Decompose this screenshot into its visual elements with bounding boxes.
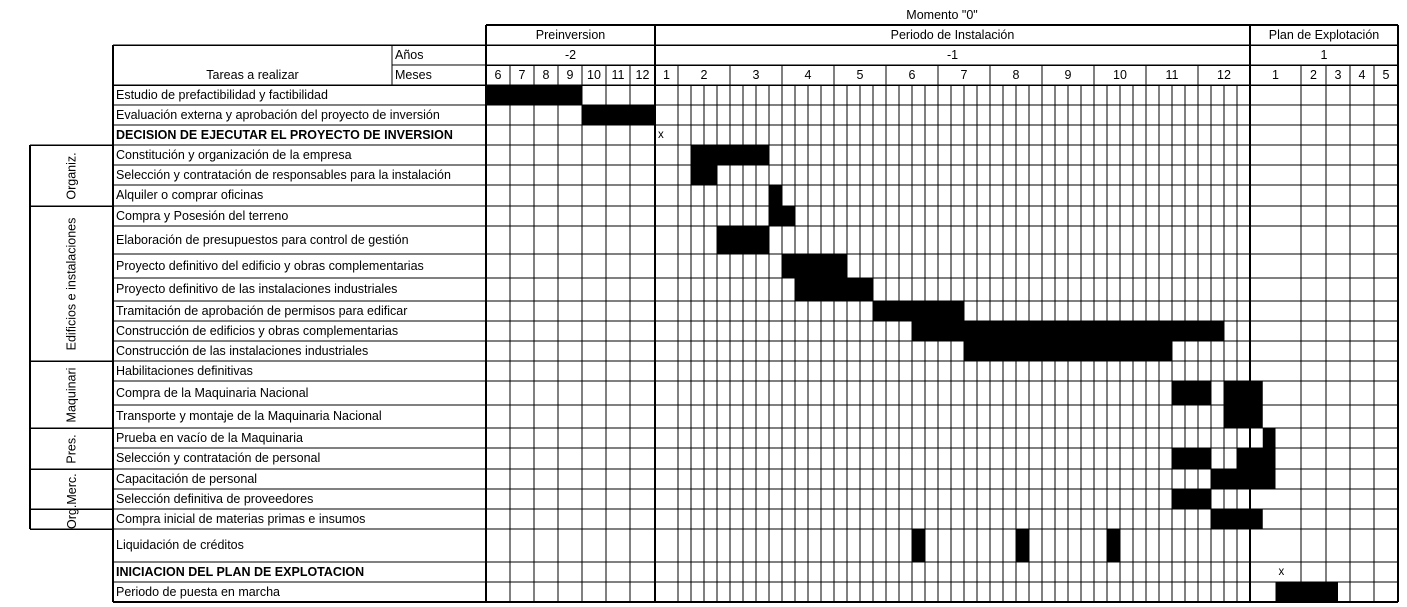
month-label: 10 xyxy=(1113,68,1127,82)
group-label: Pres. xyxy=(64,433,79,464)
month-label: 8 xyxy=(1012,68,1020,82)
month-label: 11 xyxy=(611,68,625,82)
task-label: Habilitaciones definitivas xyxy=(116,364,253,378)
tasks-header: Tareas a realizar xyxy=(206,68,299,82)
task-label: Construcción de edificios y obras complementarias xyxy=(116,324,399,338)
month-label: 3 xyxy=(1334,68,1342,82)
month-label: 4 xyxy=(1358,68,1366,82)
month-label: 4 xyxy=(804,68,812,82)
task-label: Compra inicial de materias primas e insumos xyxy=(116,512,366,526)
month-label: 1 xyxy=(1272,68,1279,82)
task-label: INICIACION DEL PLAN DE EXPLOTACION xyxy=(116,565,365,579)
task-label: Selección y contratación de personal xyxy=(116,451,321,465)
month-label: 9 xyxy=(566,68,574,82)
task-label: Constitución y organización de la empresa xyxy=(116,148,352,162)
task-label: DECISION DE EJECUTAR EL PROYECTO DE INVERSION xyxy=(116,128,453,142)
year-label: -1 xyxy=(946,48,959,62)
month-label: 11 xyxy=(1165,68,1179,82)
month-label: 7 xyxy=(518,68,526,82)
month-label: 2 xyxy=(700,68,708,82)
task-label: Evaluación externa y aprobación del proyecto de inversión xyxy=(116,108,440,122)
month-label: 12 xyxy=(1217,68,1231,82)
month-label: 3 xyxy=(752,68,760,82)
task-label: Elaboración de presupuestos para control de gestión xyxy=(116,233,409,247)
month-label: 10 xyxy=(587,68,601,82)
month-label: 8 xyxy=(542,68,550,82)
group-label: Maquinari xyxy=(64,367,79,422)
task-label: Periodo de puesta en marcha xyxy=(116,585,280,599)
task-label: Selección y contratación de responsables para la instalación xyxy=(116,168,451,182)
years-label: Años xyxy=(395,48,424,62)
group-label: Organiz. xyxy=(64,151,79,200)
group-label: Merc. xyxy=(64,473,79,505)
month-label: 7 xyxy=(960,68,968,82)
task-label: Transporte y montaje de la Maquinaria Nacional xyxy=(116,409,382,423)
month-label: 6 xyxy=(494,68,502,82)
task-label: Construcción de las instalaciones industriales xyxy=(116,344,369,358)
chart-title: Momento "0" xyxy=(906,8,978,22)
phase-instalacion: Periodo de Instalación xyxy=(890,28,1015,42)
year-label: -2 xyxy=(564,48,577,62)
month-label: 9 xyxy=(1064,68,1072,82)
phase-explotacion: Plan de Explotación xyxy=(1268,28,1380,42)
task-label: Liquidación de créditos xyxy=(116,538,244,552)
task-label: Alquiler o comprar oficinas xyxy=(116,188,264,202)
task-label: Compra de la Maquinaria Nacional xyxy=(116,386,309,400)
month-label: 2 xyxy=(1310,68,1317,82)
task-label: Prueba en vacío de la Maquinaria xyxy=(116,431,303,445)
milestone-marker: x xyxy=(1278,566,1285,578)
task-label: Proyecto definitivo del edificio y obras complementarias xyxy=(116,259,424,273)
task-label: Estudio de prefactibilidad y factibilidad xyxy=(116,88,328,102)
month-label: 5 xyxy=(1382,68,1390,82)
task-label: Selección definitiva de proveedores xyxy=(116,492,314,506)
group-label: Edificios e instalaciones xyxy=(64,217,79,350)
months-label: Meses xyxy=(395,68,432,82)
task-label: Capacitación de personal xyxy=(116,472,258,486)
milestone-marker: x xyxy=(658,129,664,141)
phase-preinversion: Preinversion xyxy=(535,28,606,42)
year-label: 1 xyxy=(1320,48,1328,62)
group-label: Org. xyxy=(64,504,79,529)
month-label: 1 xyxy=(663,68,670,82)
month-label: 5 xyxy=(856,68,864,82)
task-label: Tramitación de aprobación de permisos para edificar xyxy=(116,304,408,318)
month-label: 6 xyxy=(908,68,916,82)
month-label: 12 xyxy=(635,68,650,82)
task-label: Compra y Posesión del terreno xyxy=(116,209,289,223)
task-label: Proyecto definitivo de las instalaciones industriales xyxy=(116,282,398,296)
